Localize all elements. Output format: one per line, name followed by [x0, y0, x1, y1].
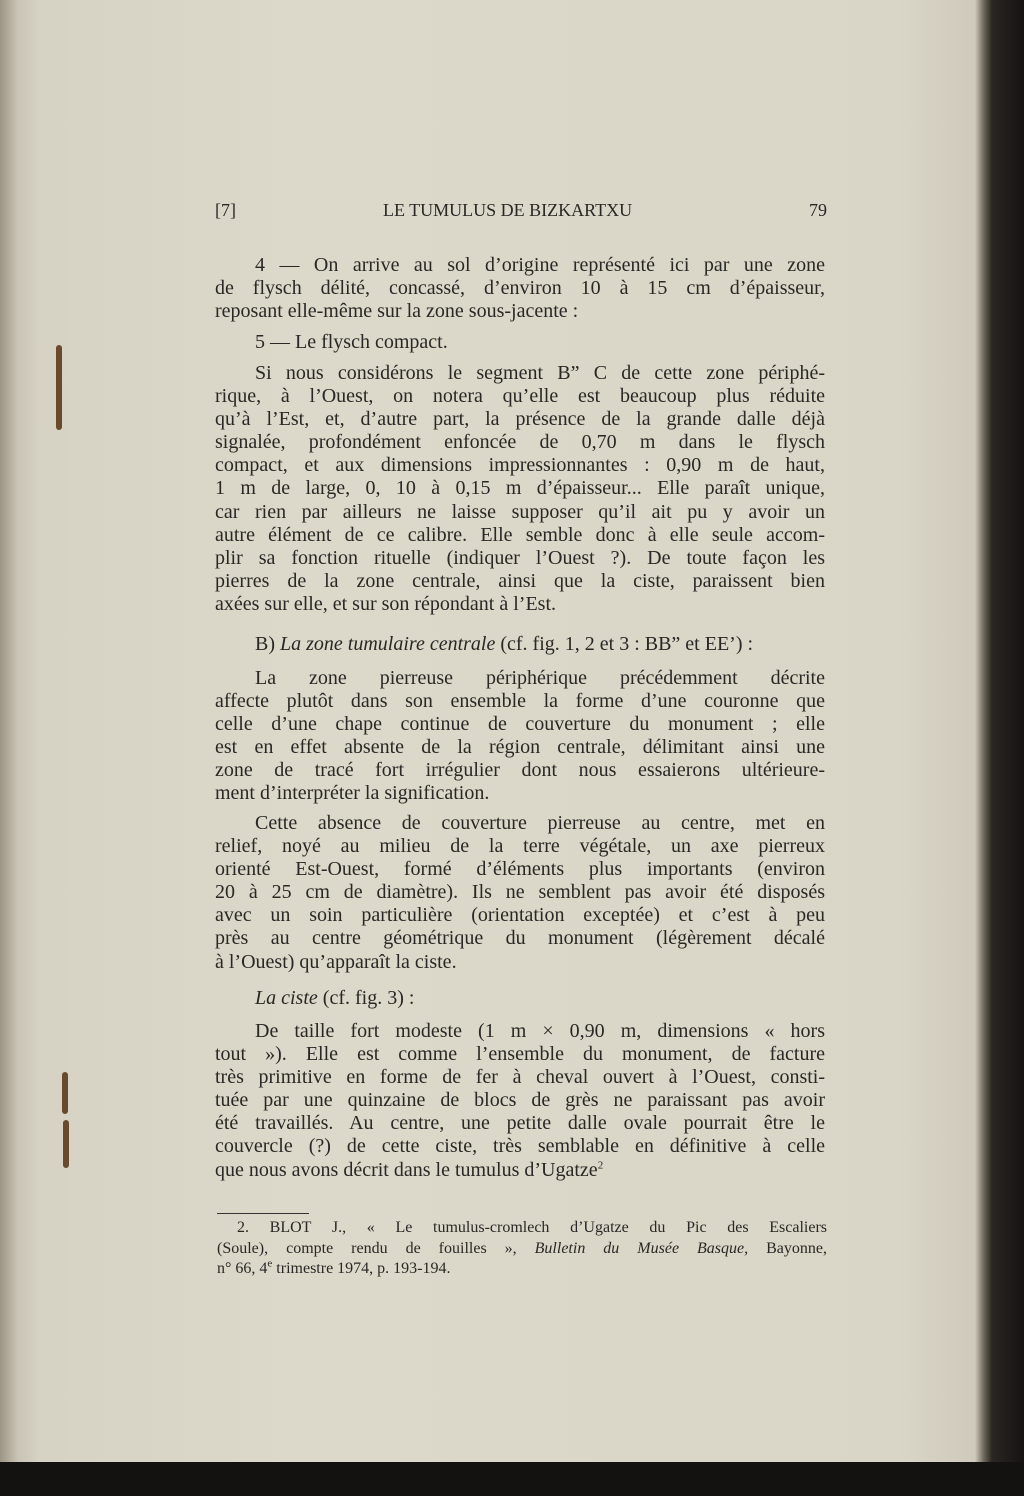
- text-line: plir sa fonction rituelle (indiquer l’Ouest ?). De toute façon les: [215, 546, 825, 569]
- footnote-journal: Bulletin du Musée Basque,: [534, 1239, 749, 1257]
- text-line: 1 m de large, 0, 10 à 0,15 m d’épaisseur... Elle paraît unique,: [215, 477, 825, 500]
- footnote-line: 2. BLOT J., « Le tumulus-cromlech d’Ugatze du Pic des Escaliers: [237, 1219, 827, 1236]
- footnote-text: (Soule), compte rendu de fouilles »,: [217, 1239, 535, 1257]
- heading-title: La ciste: [255, 987, 318, 1009]
- text-line: de flysch délité, concassé, d’environ 10 à 15 cm d’épaisseur,: [215, 277, 825, 300]
- text-line: été travaillés. Au centre, une petite dalle ovale pourrait être le: [215, 1112, 825, 1135]
- text-line: Cette absence de couverture pierreuse au centre, met en: [255, 812, 825, 834]
- text-line: rique, à l’Ouest, on notera qu’elle est beaucoup plus réduite: [215, 385, 825, 408]
- heading-prefix: B): [255, 633, 280, 655]
- text-line: [215, 987, 825, 1010]
- running-header: [215, 200, 827, 224]
- text-line: près au centre géométrique du monument (légèrement décalé: [215, 927, 825, 950]
- text-line: 5 — Le flysch compact.: [255, 331, 448, 353]
- footnote-reference[interactable]: 2: [597, 1158, 604, 1171]
- footnote-line: [217, 1259, 827, 1280]
- footnote-divider: [217, 1213, 309, 1214]
- text-line: très primitive en forme de fer à cheval ouvert à l’Ouest, consti-: [215, 1066, 825, 1089]
- text-line: tout »). Elle est comme l’ensemble du monument, de facture: [215, 1043, 825, 1066]
- text-line: La zone pierreuse périphérique précédemment décrite: [255, 667, 825, 689]
- text-line: zone de tracé fort irrégulier dont nous essaierons ultérieure-: [215, 759, 825, 782]
- paragraph-4: [215, 667, 825, 806]
- footnote: [217, 1218, 827, 1280]
- running-title: LE TUMULUS DE BIZKARTXU: [383, 200, 633, 220]
- paragraph-5: [215, 812, 825, 974]
- text-line: qu’à l’Est, et, d’autre part, la présence de la grande dalle déjà: [215, 408, 825, 431]
- paragraph-1: [215, 254, 825, 323]
- paragraph-2: [215, 331, 825, 354]
- footnote-text: Bayonne,: [748, 1239, 828, 1257]
- text-line: Si nous considérons le segment B” C de cette zone périphé-: [255, 362, 825, 384]
- text-line: reposant elle-même sur la zone sous-jacente :: [215, 300, 579, 323]
- text-line: avec un soin particulière (orientation exceptée) et c’est à peu: [215, 904, 825, 927]
- text-line: affecte plutôt dans son ensemble la forme d’une couronne que: [215, 690, 825, 713]
- section-number: [7]: [215, 200, 236, 220]
- paragraph-6: [215, 1020, 825, 1182]
- text-line: 20 à 25 cm de diamètre). Ils ne semblent pas avoir été disposés: [215, 881, 825, 904]
- heading-reference: (cf. fig. 3) :: [317, 987, 415, 1009]
- text-line: De taille fort modeste (1 m × 0,90 m, dimensions « hors: [255, 1020, 825, 1042]
- text-line: 4 — On arrive au sol d’origine représenté ici par une zone: [255, 254, 825, 276]
- text-line: celle d’une chape continue de couverture du monument ; elle: [215, 713, 825, 736]
- text-line: [215, 1159, 825, 1182]
- text-line: autre élément de ce calibre. Elle semble donc à elle seule accom-: [215, 523, 825, 546]
- text-line: [215, 633, 825, 656]
- footnote-text: trimestre 1974, p. 193-194.: [272, 1260, 451, 1277]
- text-line: ment d’interpréter la signification.: [215, 782, 490, 805]
- text-line: est en effet absente de la région centrale, délimitant ainsi une: [215, 736, 825, 759]
- text-line: axées sur elle, et sur son répondant à l’Est.: [215, 592, 557, 615]
- text-line: signalée, profondément enfoncée de 0,70 m dans le flysch: [215, 431, 825, 454]
- binding-stitch: [56, 345, 62, 430]
- footnote-line: [217, 1239, 827, 1260]
- footnote-text: n° 66, 4: [217, 1260, 268, 1277]
- section-heading-ciste: [215, 987, 825, 1010]
- paragraph-3: [215, 362, 825, 616]
- text-line: à l’Ouest) qu’apparaît la ciste.: [215, 950, 457, 973]
- scan-border: [0, 1462, 1024, 1496]
- text-line: couvercle (?) de cette ciste, très semblable en définitive à celle: [215, 1135, 825, 1158]
- heading-title: La zone tumulaire centrale: [280, 633, 496, 655]
- text-line: orienté Est-Ouest, formé d’éléments plus importants (environ: [215, 858, 825, 881]
- text-line: relief, noyé au milieu de la terre végétale, un axe pierreux: [215, 835, 825, 858]
- page-number: 79: [809, 200, 827, 220]
- text-content: que nous avons décrit dans le tumulus d’Ugatze: [215, 1158, 598, 1181]
- footnote-superscript: e: [267, 1257, 273, 1270]
- binding-stitch: [63, 1120, 69, 1168]
- text-line: tuée par une quinzaine de blocs de grès ne paraissant pas avoir: [215, 1089, 825, 1112]
- heading-reference: (cf. fig. 1, 2 et 3 : BB” et EE’) :: [495, 633, 754, 655]
- text-line: compact, et aux dimensions impressionnantes : 0,90 m de haut,: [215, 454, 825, 477]
- section-heading-b: [215, 633, 825, 656]
- binding-stitch: [62, 1072, 68, 1114]
- text-line: pierres de la zone centrale, ainsi que la ciste, paraissent bien: [215, 569, 825, 592]
- text-line: car rien par ailleurs ne laisse supposer qu’il ait pu y avoir un: [215, 500, 825, 523]
